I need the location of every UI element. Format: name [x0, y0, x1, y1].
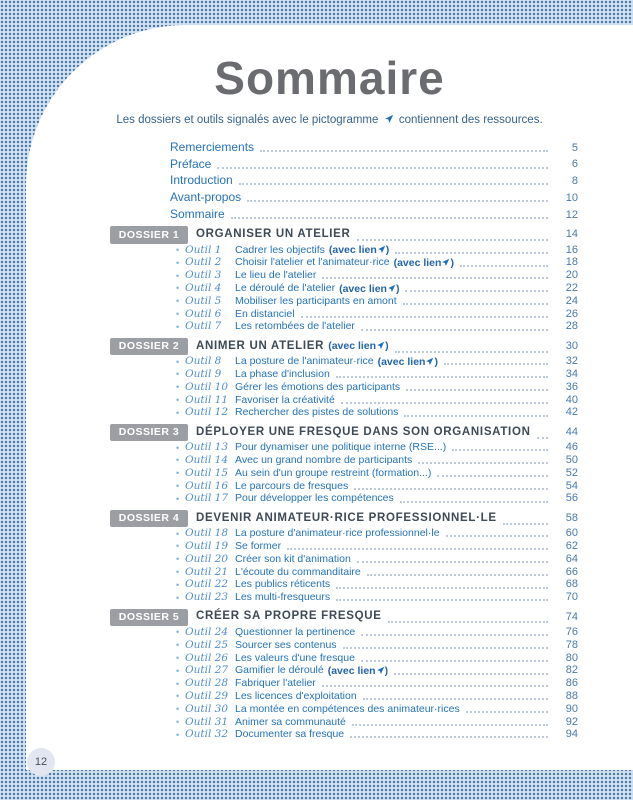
entry-title: Avec un grand nombre de participants	[235, 454, 413, 467]
entry-title: Cadrer les objectifs	[235, 243, 325, 256]
page-ref: 44	[565, 425, 578, 438]
page-ref: 5	[571, 141, 578, 154]
entry-title: Préface	[170, 156, 212, 171]
page-ref: 42	[565, 406, 578, 419]
toc-entry	[110, 480, 578, 493]
page-ref: 90	[565, 702, 578, 715]
entry-title: Animer sa communauté	[235, 715, 346, 728]
page-ref: 62	[565, 539, 578, 552]
toc-entry	[110, 626, 578, 639]
dossier-badge: DOSSIER 4	[110, 510, 188, 528]
dotted-leader	[406, 389, 548, 391]
toc-entry	[110, 579, 578, 592]
toc-entry	[110, 665, 578, 678]
toc-entry	[110, 356, 578, 369]
dotted-leader	[361, 634, 548, 636]
entry-title: L'écoute du commanditaire	[235, 565, 361, 578]
dossier-badge: DOSSIER 3	[110, 424, 188, 442]
page-ref: 14	[565, 228, 578, 241]
toc-entry	[110, 321, 578, 334]
dossier-header	[110, 424, 578, 442]
content-sheet	[26, 25, 633, 770]
page-ref: 40	[565, 393, 578, 406]
toc-entry	[110, 188, 578, 205]
entry-title: Gamifier le déroulé	[235, 664, 324, 677]
dotted-leader	[357, 239, 548, 241]
entry-title: Se former	[235, 540, 282, 552]
entry-title: Les publics réticents	[235, 578, 331, 591]
dotted-leader	[405, 290, 548, 292]
bullet-icon: •	[176, 407, 180, 418]
bullet-icon: •	[176, 528, 180, 539]
page-number-badge	[27, 748, 55, 776]
page-ref: 94	[565, 728, 578, 741]
entry-title: Le lieu de l'atelier	[235, 269, 317, 282]
toc-entry	[110, 553, 578, 566]
bullet-icon: •	[176, 455, 180, 466]
toc-entry	[110, 678, 578, 691]
bullet-icon: •	[176, 627, 180, 638]
toc-entry	[110, 652, 578, 665]
outil-number: Outil 8	[185, 355, 222, 368]
entry-title: La montée en compétences des animateur·rices	[235, 702, 460, 715]
table-of-contents	[110, 138, 578, 741]
entry-title: Les valeurs d'une fresque	[235, 651, 355, 664]
dotted-leader	[361, 329, 548, 331]
toc-entry	[110, 528, 578, 541]
dotted-leader	[503, 523, 548, 525]
bullet-icon: •	[176, 270, 180, 281]
bullet-icon: •	[176, 257, 180, 268]
link-pictogram-icon	[377, 244, 386, 256]
dotted-leader	[418, 462, 548, 464]
outil-number: Outil 4	[185, 282, 222, 295]
outil-number: Outil 27	[185, 664, 229, 677]
link-pictogram-icon	[384, 114, 394, 126]
link-pictogram-icon	[387, 283, 396, 295]
page-ref: 36	[565, 380, 578, 393]
bullet-icon: •	[176, 665, 180, 676]
avec-lien-label: (avec lien )	[327, 664, 389, 677]
dotted-leader	[367, 574, 548, 576]
bullet-icon: •	[176, 592, 180, 603]
outil-number: Outil 20	[185, 552, 229, 565]
entry-title: La posture de l'animateur·rice	[235, 355, 374, 368]
avec-lien-label: (avec lien )	[339, 282, 400, 295]
page-ref: 30	[565, 339, 578, 352]
bullet-icon: •	[176, 369, 180, 380]
dotted-leader	[452, 449, 548, 451]
dotted-leader	[336, 376, 548, 378]
dotted-leader	[395, 252, 548, 254]
page-ref: 56	[565, 492, 578, 505]
outil-number: Outil 17	[185, 492, 229, 505]
entry-title: Gérer les émotions des participants	[235, 380, 401, 393]
outil-number: Outil 22	[185, 578, 229, 591]
dotted-leader	[260, 150, 548, 152]
page-ref: 86	[565, 677, 578, 690]
toc-entry	[110, 394, 578, 407]
toc-entry	[110, 282, 578, 295]
dotted-leader	[322, 277, 548, 279]
bullet-icon: •	[176, 382, 180, 393]
dossier-header	[110, 338, 578, 356]
section-title: ANIMER UN ATELIER	[196, 339, 325, 352]
dotted-leader	[537, 437, 548, 439]
entry-title: Sourcer ses contenus	[235, 638, 337, 651]
dotted-leader	[336, 599, 548, 601]
entry-title: Avant-propos	[170, 190, 242, 205]
entry-title: Les retombées de l'atelier	[235, 320, 355, 333]
entry-title: Le parcours de fresques	[235, 479, 349, 492]
outil-number: Outil 21	[185, 565, 229, 578]
outil-number: Outil 26	[185, 651, 229, 664]
avec-lien-label: (avec lien )	[393, 256, 454, 269]
page-ref: 64	[565, 552, 578, 565]
bullet-icon: •	[176, 245, 180, 256]
dotted-leader	[287, 548, 548, 550]
dotted-leader	[388, 621, 548, 623]
toc-entry	[110, 639, 578, 652]
page-ref: 26	[565, 307, 578, 320]
bullet-icon: •	[176, 321, 180, 332]
entry-title: Fabriquer l'atelier	[235, 677, 316, 690]
dotted-leader	[394, 673, 548, 675]
outil-number: Outil 31	[185, 715, 229, 728]
outil-number: Outil 30	[185, 702, 229, 715]
bullet-icon: •	[176, 567, 180, 578]
toc-entry	[110, 172, 578, 189]
entry-title: Introduction	[170, 173, 233, 188]
dossier-badge: DOSSIER 1	[110, 226, 188, 244]
intro-text-after: contiennent des ressources.	[398, 114, 543, 126]
toc-entry	[110, 308, 578, 321]
outil-number: Outil 5	[185, 294, 222, 307]
outil-number: Outil 16	[185, 479, 229, 492]
entry-title: Au sein d'un groupe restreint (formation...)	[235, 466, 432, 479]
outil-number: Outil 2	[185, 256, 222, 269]
dotted-leader	[336, 587, 548, 589]
toc-entry	[110, 257, 578, 270]
dotted-leader	[400, 501, 548, 503]
page-ref: 74	[565, 610, 578, 623]
outil-number: Outil 32	[185, 728, 229, 741]
entry-title: La posture d'animateur·rice professionnel·le	[235, 527, 440, 540]
bullet-icon: •	[176, 283, 180, 294]
bullet-icon: •	[176, 296, 180, 307]
entry-title: Questionner la pertinence	[235, 625, 356, 638]
toc-entry	[110, 566, 578, 579]
bullet-icon: •	[176, 653, 180, 664]
dotted-leader	[403, 303, 548, 305]
bullet-icon: •	[176, 356, 180, 367]
link-pictogram-icon	[376, 665, 385, 677]
bullet-icon: •	[176, 442, 180, 453]
avec-lien-text: avec lien	[331, 664, 376, 677]
bullet-icon: •	[176, 395, 180, 406]
dossier-header	[110, 608, 578, 626]
bullet-icon: •	[176, 541, 180, 552]
dotted-leader	[446, 535, 548, 537]
page-ref: 46	[565, 441, 578, 454]
dotted-leader	[322, 685, 548, 687]
page-ref: 20	[565, 269, 578, 282]
avec-lien-label: (avec lien )	[328, 340, 389, 353]
entry-title: Remerciements	[170, 139, 255, 154]
outil-number: Outil 6	[185, 307, 222, 320]
entry-title: Les licences d'exploitation	[235, 689, 357, 702]
bullet-icon: •	[176, 468, 180, 479]
page-ref: 8	[571, 175, 578, 188]
intro-text-before: Les dossiers et outils signalés avec le pictogramme	[116, 114, 379, 126]
dossier-badge: DOSSIER 2	[110, 338, 188, 356]
outil-number: Outil 13	[185, 441, 229, 454]
bullet-icon: •	[176, 717, 180, 727]
bullet-icon: •	[176, 729, 180, 740]
dotted-leader	[350, 736, 548, 738]
entry-title: Pour dynamiser une politique interne (RSE...)	[235, 441, 447, 454]
avec-lien-text: avec lien	[342, 282, 387, 295]
page-ref: 6	[571, 158, 578, 171]
outil-number: Outil 11	[185, 393, 229, 406]
dossier-header	[110, 226, 578, 244]
bullet-icon: •	[176, 704, 180, 715]
bullet-icon: •	[176, 691, 180, 702]
page-ref: 82	[565, 664, 578, 677]
dotted-leader	[352, 724, 548, 726]
dotted-leader	[301, 316, 548, 318]
link-pictogram-icon	[425, 356, 434, 368]
page-ref: 60	[565, 527, 578, 540]
dotted-leader	[247, 200, 548, 202]
intro-note	[26, 114, 633, 126]
dotted-leader	[444, 363, 548, 365]
bullet-icon: •	[176, 493, 180, 504]
avec-lien-text: avec lien	[332, 244, 377, 257]
page-ref: 10	[565, 192, 578, 204]
toc-entry	[110, 295, 578, 308]
section-title: DÉPLOYER UNE FRESQUE DANS SON ORGANISATION	[196, 425, 531, 438]
entry-title: Rechercher des pistes de solutions	[235, 406, 399, 419]
outil-number: Outil 10	[185, 380, 229, 393]
outil-number: Outil 24	[185, 625, 229, 638]
avec-lien-label: (avec lien )	[328, 244, 390, 257]
page-ref: 68	[565, 578, 578, 591]
page-title: Sommaire	[214, 52, 445, 104]
entry-title: Le déroulé de l'atelier	[235, 282, 336, 295]
toc-entry	[110, 690, 578, 703]
toc-entry	[110, 592, 578, 605]
page-ref: 58	[565, 511, 578, 524]
dotted-leader	[395, 351, 548, 353]
link-pictogram-icon	[441, 257, 450, 269]
avec-lien-label: (avec lien )	[377, 355, 438, 368]
dotted-leader	[217, 167, 548, 169]
entry-title: Documenter sa fresque	[235, 728, 345, 741]
outil-number: Outil 28	[185, 677, 229, 690]
entry-title: La phase d'inclusion	[235, 368, 330, 381]
toc-entry	[110, 407, 578, 420]
dotted-leader	[343, 647, 548, 649]
dossier-badge: DOSSIER 5	[110, 609, 188, 627]
entry-title: Pour développer les compétences	[235, 492, 394, 505]
dossier-header	[110, 510, 578, 528]
toc-entry	[110, 155, 578, 172]
entry-title: Mobiliser les participants en amont	[235, 294, 397, 307]
toc-entry	[110, 716, 578, 729]
page-ref: 12	[565, 208, 578, 221]
page-ref: 78	[565, 638, 578, 651]
dotted-leader	[404, 415, 548, 417]
toc-entry	[110, 381, 578, 394]
dotted-leader	[460, 265, 548, 267]
toc-entry	[110, 703, 578, 716]
toc-entry	[110, 368, 578, 381]
page-ref: 52	[565, 466, 578, 479]
link-pictogram-icon	[376, 340, 385, 352]
section-title: CRÉER SA PROPRE FRESQUE	[196, 610, 382, 623]
toc-entry	[110, 205, 578, 222]
bullet-icon: •	[176, 678, 180, 689]
entry-title: Créer son kit d'animation	[235, 552, 351, 565]
section-title: DEVENIR ANIMATEUR·RICE PROFESSIONNEL·LE	[196, 511, 497, 524]
outil-number: Outil 25	[185, 638, 229, 651]
page-ref: 16	[565, 243, 578, 256]
bullet-icon: •	[176, 640, 180, 651]
avec-lien-text: avec lien	[331, 340, 377, 353]
toc-entry	[110, 467, 578, 480]
toc-entry	[110, 540, 578, 553]
bullet-icon: •	[176, 309, 180, 320]
dotted-leader	[354, 488, 548, 490]
page-ref: 54	[565, 479, 578, 492]
page-ref: 28	[565, 320, 578, 333]
page-ref: 32	[565, 355, 578, 368]
outil-number: Outil 29	[185, 689, 229, 702]
page-ref: 66	[565, 565, 578, 578]
bullet-icon: •	[176, 554, 180, 565]
avec-lien-text: avec lien	[397, 256, 442, 269]
bullet-icon: •	[176, 579, 180, 590]
outil-number: Outil 9	[185, 368, 222, 381]
page-ref: 34	[565, 367, 578, 380]
outil-number: Outil 14	[185, 454, 229, 467]
dotted-leader	[437, 475, 548, 477]
dotted-leader	[361, 660, 548, 662]
avec-lien-text: avec lien	[381, 355, 426, 368]
outil-number: Outil 7	[185, 320, 222, 333]
toc-entry	[110, 729, 578, 742]
toc-entry	[110, 138, 578, 155]
page-ref: 80	[565, 651, 578, 664]
toc-entry	[110, 454, 578, 467]
dotted-leader	[363, 698, 548, 700]
dotted-leader	[341, 402, 548, 404]
page-ref: 50	[565, 453, 578, 466]
bullet-icon: •	[176, 481, 180, 492]
page-number: 12	[34, 756, 48, 768]
outil-number: Outil 12	[185, 406, 229, 419]
outil-number: Outil 23	[185, 591, 229, 604]
outil-number: Outil 19	[185, 540, 229, 552]
entry-title: Les multi-fresqueurs	[235, 591, 331, 604]
entry-title: Favoriser la créativité	[235, 393, 335, 406]
entry-title: Sommaire	[170, 206, 225, 221]
page-ref: 22	[565, 281, 578, 294]
dotted-leader	[466, 711, 548, 713]
page-ref: 76	[565, 625, 578, 638]
page-ref: 70	[565, 591, 578, 604]
dotted-leader	[357, 561, 548, 563]
entry-title: En distanciel	[235, 307, 295, 320]
section-title: ORGANISER UN ATELIER	[196, 228, 351, 241]
toc-entry	[110, 244, 578, 257]
outil-number: Outil 1	[185, 243, 222, 256]
outil-number: Outil 3	[185, 269, 222, 282]
page-ref: 24	[565, 294, 578, 307]
page-ref: 88	[565, 689, 578, 702]
toc-entry	[110, 270, 578, 283]
outil-number: Outil 15	[185, 466, 229, 479]
dotted-leader	[239, 183, 548, 185]
toc-entry	[110, 442, 578, 455]
outil-number: Outil 18	[185, 527, 229, 540]
page-ref: 92	[565, 715, 578, 728]
dotted-leader	[231, 217, 548, 219]
entry-title: Choisir l'atelier et l'animateur·rice	[235, 256, 390, 269]
toc-entry	[110, 493, 578, 506]
page-ref: 18	[565, 256, 578, 269]
